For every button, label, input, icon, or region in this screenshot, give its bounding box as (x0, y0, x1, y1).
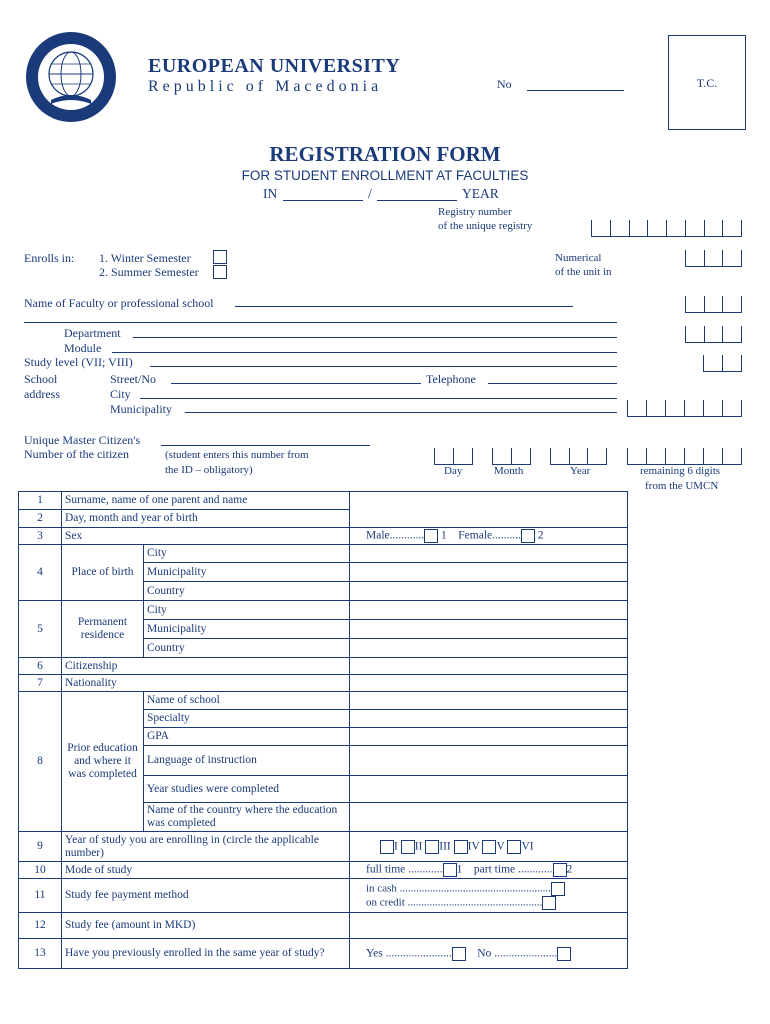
sex-value (350, 528, 628, 545)
department-comb[interactable] (685, 326, 742, 343)
year-to-field[interactable] (377, 200, 457, 201)
in-label: IN (263, 186, 278, 201)
male-checkbox[interactable] (424, 529, 438, 543)
table-row (19, 832, 628, 862)
year-option: V (496, 840, 505, 853)
fee-amount-value[interactable] (350, 913, 628, 939)
no-checkbox[interactable] (557, 947, 571, 961)
school-name-label: Name of school (144, 692, 350, 710)
umcn-note-2: the ID – obligatory) (165, 464, 253, 476)
table-row (19, 658, 628, 675)
male-label: Male............ (366, 529, 425, 542)
permanent-residence-label: Permanent residence (62, 601, 144, 658)
row-number: 11 (19, 879, 62, 913)
birth-country-label: Country (144, 582, 350, 601)
table-row (19, 675, 628, 692)
row-number: 5 (19, 601, 62, 658)
full-time-label: full time ............ (366, 863, 443, 876)
year-from-field[interactable] (283, 200, 363, 201)
year-label-umcn: Year (570, 465, 591, 477)
month-label: Month (494, 465, 524, 477)
university-name: EUROPEAN UNIVERSITY (148, 55, 401, 77)
row-number: 4 (19, 545, 62, 601)
birth-city-label: City (144, 545, 350, 563)
male-code: 1 (441, 529, 447, 542)
table-row (19, 913, 628, 939)
table-row (19, 492, 628, 510)
enroll-label: Enrolls in: (24, 251, 75, 265)
module-label: Module (64, 341, 102, 355)
table-row (19, 862, 628, 879)
slash: / (368, 186, 372, 201)
table-row (19, 545, 628, 563)
full-time-checkbox[interactable] (443, 863, 457, 877)
fee-payment-options (350, 879, 628, 913)
year-label: YEAR (462, 186, 499, 201)
department-field[interactable] (133, 337, 617, 338)
year-option: III (439, 840, 451, 853)
year-studies-label: Year studies were completed (144, 776, 350, 803)
residence-country-value[interactable] (350, 639, 628, 658)
gpa-value[interactable] (350, 728, 628, 746)
year-option: VI (521, 840, 534, 853)
fee-amount-label: Study fee (amount in MKD) (62, 913, 350, 939)
row-number: 7 (19, 675, 62, 692)
module-field[interactable] (112, 352, 617, 353)
year-option: II (414, 840, 423, 853)
year-2-checkbox[interactable] (401, 840, 415, 854)
gpa-label: GPA (144, 728, 350, 746)
registration-table (18, 491, 628, 969)
no-label: No ...................... (477, 947, 558, 960)
row-number: 3 (19, 528, 62, 545)
year-studies-value[interactable] (350, 776, 628, 803)
umcn-remaining-comb[interactable] (627, 448, 742, 465)
year-4-checkbox[interactable] (454, 840, 468, 854)
street-label: Street/No (110, 372, 156, 386)
mode-of-study-options (350, 862, 628, 879)
specialty-label: Specialty (144, 710, 350, 728)
study-level-field[interactable] (150, 366, 617, 367)
residence-country-label: Country (144, 639, 350, 658)
year-5-checkbox[interactable] (482, 840, 496, 854)
year-6-checkbox[interactable] (507, 840, 521, 854)
umcn-label-2: Number of the citizen (24, 447, 129, 461)
mode-of-study-label: Mode of study (62, 862, 350, 879)
row-number: 13 (19, 939, 62, 969)
municipality-comb[interactable] (627, 400, 742, 417)
nationality-label: Nationality (62, 675, 350, 692)
on-credit-checkbox[interactable] (542, 896, 556, 910)
summer-semester-checkbox[interactable] (213, 265, 227, 279)
fee-payment-label: Study fee payment method (62, 879, 350, 913)
year-of-study-label: Year of study you are enrolling in (circle the applicable number) (62, 832, 350, 862)
row-number: 12 (19, 913, 62, 939)
day-label: Day (444, 465, 463, 477)
form-title: REGISTRATION FORM (269, 142, 501, 166)
country-completed-label: Name of the country where the education was completed (144, 803, 350, 832)
no-field[interactable] (527, 90, 624, 91)
republic-label: Republic of Macedonia (148, 78, 383, 95)
residence-municipality-value[interactable] (350, 620, 628, 639)
specialty-value[interactable] (350, 710, 628, 728)
parent-name-birth-value[interactable] (350, 492, 628, 528)
language-value[interactable] (350, 746, 628, 776)
study-level-label: Study level (VII; VIII) (24, 355, 133, 369)
street-field[interactable] (171, 383, 421, 384)
remaining-label-1: remaining 6 digits (640, 465, 721, 477)
numerical-label-1: Numerical (555, 252, 602, 264)
female-code: 2 (537, 529, 544, 542)
birth-municipality-value[interactable] (350, 563, 628, 582)
year-of-study-options (350, 832, 628, 862)
telephone-label: Telephone (426, 372, 476, 386)
citizenship-value[interactable] (350, 658, 628, 675)
umcn-month-comb[interactable] (492, 448, 531, 465)
on-credit-label: on credit ................................................. (366, 896, 543, 909)
year-3-checkbox[interactable] (425, 840, 439, 854)
municipality-label: Municipality (110, 402, 172, 416)
parent-name-label: Surname, name of one parent and name (62, 492, 350, 510)
in-cash-label: in cash ....................................................... (366, 882, 551, 895)
female-checkbox[interactable] (521, 529, 535, 543)
row-number: 10 (19, 862, 62, 879)
faculty-field-2[interactable] (24, 322, 617, 323)
citizenship-label: Citizenship (62, 658, 350, 675)
numerical-label-2: of the unit in (555, 266, 612, 278)
year-option: IV (467, 840, 480, 853)
municipality-field[interactable] (185, 412, 617, 413)
in-cash-checkbox[interactable] (551, 882, 565, 896)
winter-semester-label: 1. Winter Semester (99, 251, 191, 265)
birth-country-value[interactable] (350, 582, 628, 601)
umcn-note-1: (student enters this number from (165, 449, 309, 461)
table-row (19, 601, 628, 620)
telephone-field[interactable] (488, 383, 617, 384)
faculty-field[interactable] (235, 306, 573, 307)
umcn-day-comb[interactable] (434, 448, 473, 465)
summer-semester-label: 2. Summer Semester (99, 265, 199, 279)
tc-box[interactable] (668, 35, 746, 130)
row-number: 8 (19, 692, 62, 832)
department-label: Department (64, 326, 121, 340)
row-number: 2 (19, 510, 62, 528)
table-row (19, 528, 628, 545)
table-row (19, 879, 628, 913)
winter-semester-checkbox[interactable] (213, 250, 227, 264)
sex-label: Sex (62, 528, 350, 545)
place-of-birth-label: Place of birth (62, 545, 144, 601)
nationality-value[interactable] (350, 675, 628, 692)
female-label: Female.......... (458, 529, 521, 542)
faculty-comb[interactable] (685, 296, 742, 313)
umcn-label-1: Unique Master Citizen's (24, 433, 141, 447)
registry-number-comb[interactable] (591, 220, 742, 237)
no-label: No (497, 77, 512, 91)
umcn-year-comb[interactable] (550, 448, 607, 465)
table-row (19, 692, 628, 710)
residence-city-value[interactable] (350, 601, 628, 620)
yes-label: Yes ....................... (366, 947, 452, 960)
school-label: School (24, 372, 58, 386)
registry-label-1: Registry number (438, 206, 512, 218)
part-time-code: 2 (566, 863, 573, 876)
year-1-checkbox[interactable] (380, 840, 394, 854)
year-option: I (394, 840, 398, 853)
full-time-code: 1 (456, 863, 463, 876)
row-number: 6 (19, 658, 62, 675)
row-number: 9 (19, 832, 62, 862)
birth-municipality-label: Municipality (144, 563, 350, 582)
tc-label: T.C. (696, 76, 718, 90)
birth-date-label: Day, month and year of birth (62, 510, 350, 528)
row-number: 1 (19, 492, 62, 510)
previously-enrolled-options (350, 939, 628, 969)
table-row (19, 939, 628, 969)
residence-city-label: City (144, 601, 350, 620)
birth-city-value[interactable] (350, 545, 628, 563)
unit-number-comb[interactable] (685, 250, 742, 267)
yes-checkbox[interactable] (452, 947, 466, 961)
city-label: City (110, 387, 131, 401)
umcn-field[interactable] (161, 445, 370, 446)
address-label: address (24, 387, 60, 401)
faculty-label: Name of Faculty or professional school (24, 296, 214, 310)
form-subtitle: FOR STUDENT ENROLLMENT AT FACULTIES (241, 168, 529, 183)
remaining-label-2: from the UMCN (645, 480, 719, 492)
language-label: Language of instruction (144, 746, 350, 776)
study-level-comb[interactable] (703, 355, 742, 372)
part-time-label: part time ............ (473, 863, 553, 876)
registry-label-2: of the unique registry (438, 220, 533, 232)
part-time-checkbox[interactable] (553, 863, 567, 877)
city-field[interactable] (140, 398, 617, 399)
residence-municipality-label: Municipality (144, 620, 350, 639)
previously-enrolled-label: Have you previously enrolled in the same year of study? (62, 939, 350, 969)
university-logo (24, 30, 118, 124)
country-completed-value[interactable] (350, 803, 628, 832)
school-name-value[interactable] (350, 692, 628, 710)
prior-education-label: Prior education and where it was completed (62, 692, 144, 832)
